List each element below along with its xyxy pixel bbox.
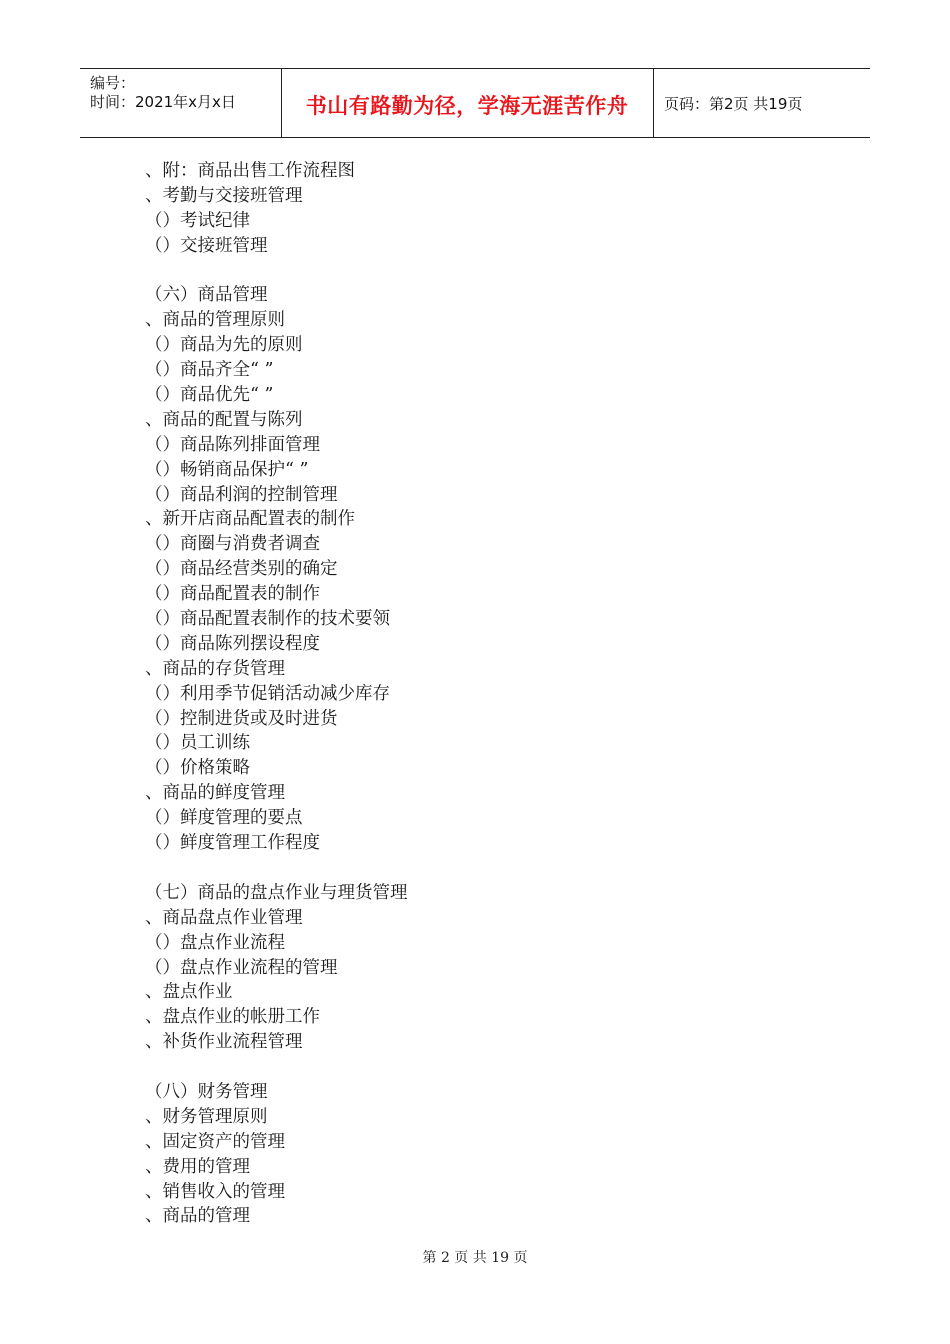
serial-number-label: 编号： (90, 74, 136, 92)
outline-item: 、附：商品出售工作流程图 (145, 161, 355, 181)
outline-item: 、商品盘点作业管理 (145, 907, 303, 928)
blank-line (145, 856, 845, 881)
outline-item: （）商品配置表的制作 (145, 584, 320, 605)
outline-item: 、商品的存货管理 (145, 658, 285, 679)
outline-item: （）商圈与消费者调查 (145, 534, 320, 555)
outline-item: （）考试纪律 (145, 210, 250, 231)
document-body (145, 159, 845, 1229)
outline-item: （）价格策略 (145, 758, 250, 779)
outline-item: 、商品的管理 (145, 1206, 250, 1227)
outline-item: （）利用季节促销活动减少库存 (145, 683, 390, 704)
outline-item: （）商品齐全“ ” (145, 360, 274, 381)
section-heading: （七）商品的盘点作业与理货管理 (145, 882, 408, 903)
outline-item: （）员工训练 (145, 733, 250, 754)
outline-item: （）商品配置表制作的技术要领 (145, 609, 390, 630)
date-label: 时间：2021年x月x日 (90, 93, 236, 111)
outline-item: 、补货作业流程管理 (145, 1032, 303, 1053)
outline-item: （）商品利润的控制管理 (145, 484, 338, 505)
outline-item: （）鲜度管理的要点 (145, 808, 303, 829)
header-motto-cell (281, 69, 654, 137)
outline-item: 、固定资产的管理 (145, 1131, 285, 1152)
outline-item: （）交接班管理 (145, 235, 268, 256)
blank-line (145, 1055, 845, 1080)
outline-item: 、盘点作业的帐册工作 (145, 1007, 320, 1028)
outline-item: 、销售收入的管理 (145, 1181, 285, 1202)
outline-item: （）盘点作业流程的管理 (145, 957, 338, 978)
blank-line (145, 259, 845, 284)
page-footer: 第 2 页 共 19 页 (422, 1250, 528, 1266)
outline-item: （）商品优先“ ” (145, 385, 274, 406)
outline-item: 、新开店商品配置表的制作 (145, 509, 355, 530)
outline-item: （）商品陈列摆设程度 (145, 633, 320, 654)
outline-item: （）商品陈列排面管理 (145, 434, 320, 455)
header-page-number: 页码：第2页 共19页 (664, 95, 803, 113)
outline-item: 、财务管理原则 (145, 1106, 268, 1127)
outline-item: （）控制进货或及时进货 (145, 708, 338, 729)
outline-item: 、商品的管理原则 (145, 310, 285, 331)
outline-item: 、考勤与交接班管理 (145, 185, 303, 206)
section-heading: （六）商品管理 (145, 285, 268, 306)
header-page-cell (654, 69, 870, 137)
motto-text: 书山有路勤为径，学海无涯苦作舟 (305, 94, 629, 118)
outline-item: 、盘点作业 (145, 982, 233, 1003)
header-info-cell (80, 69, 282, 137)
outline-item: （）商品为先的原则 (145, 335, 303, 356)
section-heading: （八）财务管理 (145, 1081, 268, 1102)
outline-item: （）商品经营类别的确定 (145, 559, 338, 580)
outline-item: （）盘点作业流程 (145, 932, 285, 953)
outline-item: （）畅销商品保护“ ” (145, 459, 309, 480)
outline-item: 、费用的管理 (145, 1156, 250, 1177)
outline-item: 、商品的配置与陈列 (145, 409, 303, 430)
outline-item: 、商品的鲜度管理 (145, 783, 285, 804)
page-header (80, 68, 870, 138)
outline-item: （）鲜度管理工作程度 (145, 833, 320, 854)
